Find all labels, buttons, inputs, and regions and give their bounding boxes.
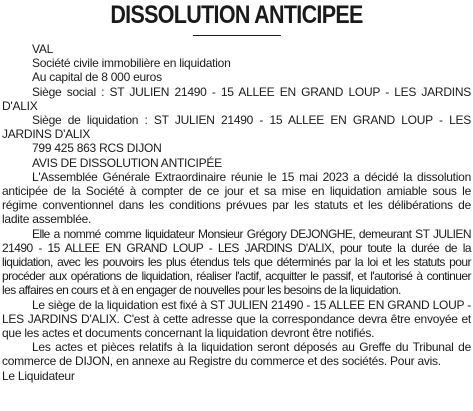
registration-number: 799 425 863 RCS DIJON <box>32 141 162 156</box>
registered-office: Siège social : ST JULIEN 21490 - 15 ALLEE EN GRAND LOUP - LES JARDINS D'ALIX <box>2 84 471 113</box>
paragraph-dissolution: L'Assemblée Générale Extraordinaire réunie le 15 mai 2023 a décidé la dissolution anticipée de la Société à compter de ce jour et sa mise en liquidation amiable sous le régime conventionnel dans les conditions prévues par les statuts et les délibérations de ladite assemblée. <box>2 169 471 227</box>
notice-heading: AVIS DE DISSOLUTION ANTICIPÉE <box>32 155 222 170</box>
notice-title: DISSOLUTION ANTICIPEE <box>110 1 363 29</box>
paragraph-liquidator: Elle a nommé comme liquidateur Monsieur Grégory DEJONGHE, demeurant ST JULIEN 21490 - 15 ALLEE EN GRAND LOUP - LES JARDINS D'ALIX, pour toute la durée de la liquidation, avec les pouvoirs les plus étendus tels que déterminés par la loi et les statuts pour procéder aux opérations de liquidation, réaliser l'actif, acquitter le passif, et l'autorisé à continuer les affaires en cours et à en engager de nouvelles pour les besoins de la liquidation. <box>2 226 471 298</box>
company-capital: Au capital de 8 000 euros <box>32 70 162 85</box>
company-type: Société civile immobilière en liquidation <box>32 56 231 71</box>
title-divider <box>193 35 281 36</box>
signature: Le Liquidateur <box>2 368 75 383</box>
paragraph-liquidation-seat: Le siège de la liquidation est fixé à ST JULIEN 21490 - 15 ALLEE EN GRAND LOUP - LES JARDINS D'ALIX. C'est à cette adresse que la correspondance devra être envoyée et que les actes et documents concernant la liquidation devront être notifiés. <box>2 297 471 341</box>
notice-body <box>2 42 471 383</box>
liquidation-office: Siège de liquidation : ST JULIEN 21490 - 15 ALLEE EN GRAND LOUP - LES JARDINS D'ALIX <box>2 113 471 142</box>
company-name: VAL <box>32 42 54 56</box>
paragraph-filing: Les actes et pièces relatifs à la liquidation seront déposés au Greffe du Tribunal de commerce de DIJON, en annexe au Registre du commerce et des sociétés. Pour avis. <box>2 340 471 369</box>
